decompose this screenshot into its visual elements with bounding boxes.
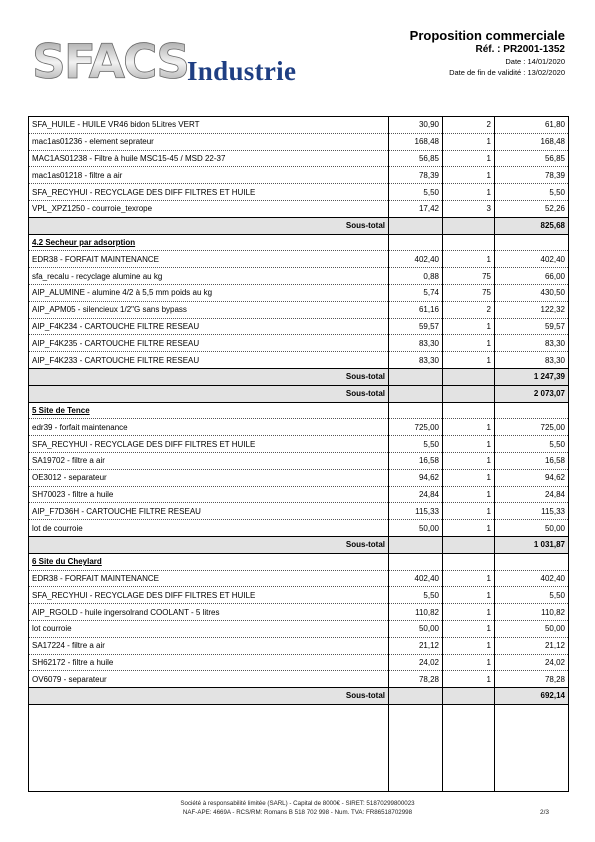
item-unit-price: 17,42 [389,200,443,217]
table-row [29,184,569,201]
item-description: OE3012 - separateur [29,469,389,486]
section-empty-cell [495,234,569,251]
item-unit-price: 50,00 [389,620,443,637]
section-empty-cell [495,553,569,570]
item-total: 24,02 [495,654,569,671]
document-header [410,28,565,78]
table-row [29,570,569,587]
item-unit-price: 83,30 [389,335,443,352]
table-row [29,335,569,352]
item-description: AIP_F7D36H - CARTOUCHE FILTRE RESEAU [29,503,389,520]
subtotal-empty-cell [389,368,443,385]
item-unit-price: 402,40 [389,570,443,587]
item-quantity: 1 [443,251,495,268]
item-quantity: 1 [443,620,495,637]
subtotal-row [29,688,569,705]
item-quantity: 1 [443,133,495,150]
item-total: 110,82 [495,604,569,621]
logo-brand-text: SFACS [32,35,189,90]
item-total: 50,00 [495,520,569,537]
item-description: AIP_RGOLD - huile ingersolrand COOLANT - 5 litres [29,604,389,621]
item-quantity: 1 [443,318,495,335]
item-description: OV6079 - separateur [29,671,389,688]
table-row [29,268,569,285]
item-unit-price: 402,40 [389,251,443,268]
subtotal-row [29,217,569,234]
item-unit-price: 78,28 [389,671,443,688]
item-unit-price: 5,50 [389,184,443,201]
item-quantity: 1 [443,570,495,587]
item-quantity: 1 [443,520,495,537]
section-title: 4.2 Secheur par adsorption [29,234,389,251]
item-unit-price: 115,33 [389,503,443,520]
subtotal-amount: 1 247,39 [495,368,569,385]
item-total: 24,84 [495,486,569,503]
subtotal-label: Sous-total [29,536,389,553]
item-total: 5,50 [495,587,569,604]
item-quantity: 1 [443,671,495,688]
item-total: 115,33 [495,503,569,520]
item-unit-price: 110,82 [389,604,443,621]
item-unit-price: 24,84 [389,486,443,503]
item-unit-price: 61,16 [389,301,443,318]
item-description: SH62172 - filtre a huile [29,654,389,671]
item-description: SFA_RECYHUI - RECYCLAGE DES DIFF FILTRES ET HUILE [29,436,389,453]
item-total: 61,80 [495,117,569,134]
item-unit-price: 78,39 [389,167,443,184]
item-quantity: 1 [443,150,495,167]
item-total: 83,30 [495,352,569,369]
item-description: SA19702 - filtre a air [29,452,389,469]
table-row [29,436,569,453]
item-description: SH70023 - filtre a huile [29,486,389,503]
item-total: 402,40 [495,570,569,587]
table-row [29,520,569,537]
table-row [29,419,569,436]
section-title: 5 Site de Tence [29,402,389,419]
footer-company-info: Société à responsabilité limitée (SARL) - Capital de 8000€ - SIRET: 51870299800023 [180,800,415,807]
item-total: 78,28 [495,671,569,688]
item-description: AIP_F4K235 - CARTOUCHE FILTRE RESEAU [29,335,389,352]
item-quantity: 1 [443,604,495,621]
table-row [29,167,569,184]
item-description: mac1as01236 - element seprateur [29,133,389,150]
item-description: VPL_XPZ1250 - courroie_texrope [29,200,389,217]
item-description: mac1as01218 - filtre a air [29,167,389,184]
table-row [29,587,569,604]
item-total: 5,50 [495,184,569,201]
item-quantity: 2 [443,301,495,318]
subtotal-empty-cell [389,536,443,553]
item-quantity: 1 [443,654,495,671]
item-unit-price: 0,88 [389,268,443,285]
item-total: 430,50 [495,284,569,301]
item-quantity: 1 [443,436,495,453]
subtotal-row [29,536,569,553]
section-empty-cell [495,402,569,419]
subtotal-empty-cell [389,385,443,402]
section-empty-cell [443,553,495,570]
section-empty-cell [389,234,443,251]
subtotal-label: Sous-total [29,217,389,234]
item-unit-price: 94,62 [389,469,443,486]
item-total: 78,39 [495,167,569,184]
item-total: 21,12 [495,637,569,654]
table-filler-row [29,704,569,791]
item-total: 83,30 [495,335,569,352]
table-row [29,452,569,469]
item-unit-price: 5,50 [389,587,443,604]
section-header-row [29,234,569,251]
subtotal-label: Sous-total [29,368,389,385]
item-unit-price: 83,30 [389,352,443,369]
subtotal-empty-cell [389,217,443,234]
item-description: AIP_F4K233 - CARTOUCHE FILTRE RESEAU [29,352,389,369]
section-title: 6 Site du Cheylard [29,553,389,570]
document-reference: Réf. : PR2001-1352 [475,44,565,55]
item-unit-price: 5,74 [389,284,443,301]
subtotal-amount: 825,68 [495,217,569,234]
table-row [29,200,569,217]
item-unit-price: 59,57 [389,318,443,335]
item-total: 59,57 [495,318,569,335]
item-total: 94,62 [495,469,569,486]
item-quantity: 1 [443,184,495,201]
item-unit-price: 24,02 [389,654,443,671]
subtotal-empty-cell [443,217,495,234]
item-total: 168,48 [495,133,569,150]
item-description: SFA_RECYHUI - RECYCLAGE DES DIFF FILTRES ET HUILE [29,587,389,604]
item-quantity: 1 [443,335,495,352]
item-description: EDR38 - FORFAIT MAINTENANCE [29,570,389,587]
item-quantity: 1 [443,167,495,184]
subtotal-row [29,368,569,385]
item-description: lot courroie [29,620,389,637]
item-total: 725,00 [495,419,569,436]
item-unit-price: 5,50 [389,436,443,453]
item-description: lot de courroie [29,520,389,537]
item-description: edr39 - forfait maintenance [29,419,389,436]
item-unit-price: 725,00 [389,419,443,436]
section-header-row [29,553,569,570]
subtotal-empty-cell [443,368,495,385]
item-quantity: 1 [443,469,495,486]
item-unit-price: 16,58 [389,452,443,469]
subtotal-row [29,385,569,402]
company-logo [30,30,320,90]
section-empty-cell [389,553,443,570]
item-quantity: 75 [443,268,495,285]
item-unit-price: 30,90 [389,117,443,134]
table-row [29,251,569,268]
section-empty-cell [389,402,443,419]
table-row [29,352,569,369]
item-description: SFA_RECYHUI - RECYCLAGE DES DIFF FILTRES ET HUILE [29,184,389,201]
item-unit-price: 21,12 [389,637,443,654]
item-description: AIP_APM05 - silencieux 1/2"G sans bypass [29,301,389,318]
section-empty-cell [443,402,495,419]
table-row [29,150,569,167]
item-quantity: 1 [443,486,495,503]
table-row [29,133,569,150]
logo-subtitle: Industrie [187,56,297,86]
item-total: 56,85 [495,150,569,167]
table-row [29,503,569,520]
document-title: Proposition commerciale [409,28,565,43]
sfacs-logo-graphic [30,30,190,90]
item-description: sfa_recalu - recyclage alumine au kg [29,268,389,285]
item-total: 50,00 [495,620,569,637]
table-row [29,654,569,671]
item-quantity: 3 [443,200,495,217]
table-row [29,318,569,335]
item-quantity: 1 [443,587,495,604]
item-unit-price: 50,00 [389,520,443,537]
item-quantity: 1 [443,352,495,369]
page-number: 2/3 [539,809,549,816]
item-total: 122,32 [495,301,569,318]
quote-lines-table [28,116,569,792]
item-description: SFA_HUILE - HUILE VR46 bidon 5Litres VERT [29,117,389,134]
table-row [29,486,569,503]
item-quantity: 1 [443,503,495,520]
item-description: MAC1AS01238 - Filtre à huile MSC15-45 / MSD 22-37 [29,150,389,167]
item-quantity: 1 [443,637,495,654]
table-row [29,117,569,134]
item-description: AIP_ALUMINE - alumine 4/2 à 5,5 mm poids au kg [29,284,389,301]
item-quantity: 2 [443,117,495,134]
item-total: 52,26 [495,200,569,217]
document-date: Date : 14/01/2020 [505,57,565,66]
table-row [29,469,569,486]
item-total: 66,00 [495,268,569,285]
table-row [29,301,569,318]
item-quantity: 1 [443,419,495,436]
item-description: AIP_F4K234 - CARTOUCHE FILTRE RESEAU [29,318,389,335]
subtotal-empty-cell [389,688,443,705]
item-quantity: 75 [443,284,495,301]
item-total: 16,58 [495,452,569,469]
item-description: EDR38 - FORFAIT MAINTENANCE [29,251,389,268]
section-empty-cell [443,234,495,251]
item-unit-price: 168,48 [389,133,443,150]
table-row [29,637,569,654]
subtotal-amount: 2 073,07 [495,385,569,402]
table-row [29,604,569,621]
subtotal-label: Sous-total [29,688,389,705]
subtotal-empty-cell [443,536,495,553]
subtotal-empty-cell [443,688,495,705]
subtotal-amount: 1 031,87 [495,536,569,553]
legal-footer [0,799,595,817]
section-header-row [29,402,569,419]
item-total: 402,40 [495,251,569,268]
item-quantity: 1 [443,452,495,469]
table-row [29,620,569,637]
subtotal-label: Sous-total [29,385,389,402]
item-unit-price: 56,85 [389,150,443,167]
table-row [29,284,569,301]
footer-registration-info: NAF-APE: 4669A - RCS/RM: Romans B 518 702 998 - Num. TVA: FR86518702998 [182,809,413,816]
item-description: SA17224 - filtre a air [29,637,389,654]
subtotal-empty-cell [443,385,495,402]
item-total: 5,50 [495,436,569,453]
subtotal-amount: 692,14 [495,688,569,705]
table-row [29,671,569,688]
validity-date: Date de fin de validité : 13/02/2020 [449,68,565,77]
